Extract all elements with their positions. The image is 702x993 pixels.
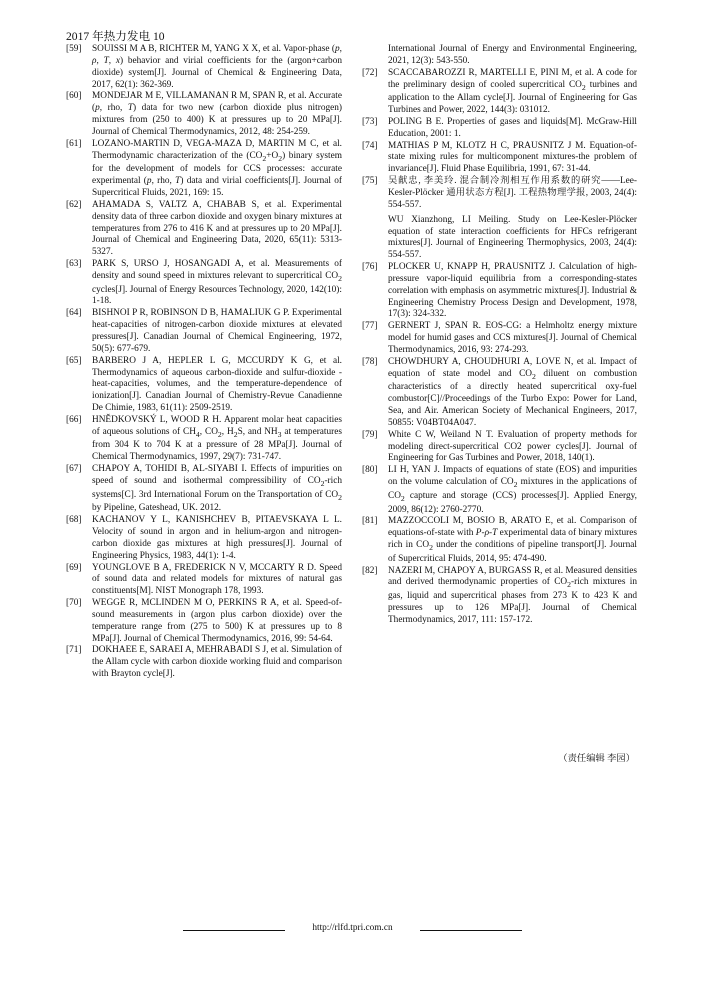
reference-text: SCACCABAROZZI R, MARTELLI E, PINI M, et al. A code for the preliminary design of cooled supercritical $CO_2$ turbines and application to the Allam cycle[J]. Journal of Engineering for Gas Turbines and Power, 2022, 144(3): 031012.: [388, 67, 637, 116]
reference-number: [79]: [362, 429, 378, 440]
reference-number: [80]: [362, 465, 378, 476]
reference-item: [362, 141, 637, 177]
reference-number: [68]: [66, 515, 82, 526]
reference-item: [66, 563, 342, 599]
page-footer: [0, 921, 702, 937]
reference-item: [66, 44, 342, 91]
reference-text: YOUNGLOVE B A, FREDERICK N V, MCCARTY R D. Speed of sound data and related models for mixtures of natural gas constituents[M]. NIST Monograph 178, 1993.: [92, 562, 342, 597]
reference-item: [66, 515, 342, 562]
reference-number: [72]: [362, 67, 378, 78]
reference-number: [63]: [66, 259, 82, 270]
reference-item: [362, 68, 637, 117]
reference-column-right: [362, 44, 637, 627]
reference-item: [66, 356, 342, 415]
reference-item: [362, 321, 637, 357]
footer-rule-right: [420, 930, 522, 931]
reference-text: MATHIAS P M, KLOTZ H C, PRAUSNITZ J M. Equation-of-state mixing rules for multicomponent mixtures-the problem of invariance[J]. Fluid Phase Equilibria, 1991, 67: 31-44.: [388, 140, 637, 175]
reference-item: [362, 262, 637, 321]
reference-number: [82]: [362, 565, 378, 576]
reference-item: [362, 516, 637, 565]
reference-text: MONDEJAR M E, VILLAMANAN R M, SPAN R, et al. Accurate (p, rho, T) data for two new (carbon dioxide plus nitrogen) mixtures from (250 to 400) K at pressures up to 20 MPa[J]. Journal of Chemical Thermodynamics, 2012, 48: 254-259.: [92, 91, 342, 137]
reference-text: CHOWDHURY A, CHOUDHURI A, LOVE N, et al. Impact of equation of state model and $CO_2$ diluent on combustion characteristics of a directly heated supercritical oxy-fuel combustor[C]//Proceedings of the Turbo Expo: Power for Land, Sea, and Air. American Society of Mechanical Engineers, 2017, 50855: V04BT04A047.: [388, 356, 637, 428]
reference-text: International Journal of Energy and Environmental Engineering, 2021, 12(3): 543-550.: [388, 44, 637, 66]
reference-text: DOKHAEE E, SARAEI A, MEHRABADI S J, et al. Simulation of the Allam cycle with carbon dioxide working fluid and comparison with Brayton cycle[J].: [92, 645, 342, 680]
reference-number: [69]: [66, 562, 82, 573]
reference-number: [81]: [362, 516, 378, 527]
reference-item: [66, 259, 342, 308]
reference-item: [66, 91, 342, 138]
reference-item: [362, 44, 637, 68]
running-header: 2017 年热力发电 10: [66, 30, 165, 43]
reference-number: [70]: [66, 598, 82, 609]
reference-item: [66, 139, 342, 200]
footer-rule-left: [183, 930, 285, 931]
reference-number: [66]: [66, 414, 82, 425]
reference-item: [362, 465, 637, 516]
reference-text: BARBERO J A, HEPLER L G, MCCURDY K G, et al. Thermodynamics of aqueous carbon-dioxide and sulfur-dioxide - heat-capacities, volumes, and the temperature-dependence of ionization[J]. Canadian Journal of Chemistry-Revue Canadienne De Chimie, 1983, 61(11): 2509-2519.: [92, 355, 342, 414]
reference-number: [64]: [66, 308, 82, 319]
reference-number: [74]: [362, 140, 378, 151]
reference-text: POLING B E. Properties of gases and liquids[M]. McGraw-Hill Education, 2001: 1.: [388, 116, 637, 139]
reference-number: [73]: [362, 116, 378, 127]
reference-text: PLOCKER U, KNAPP H, PRAUSNITZ J. Calculation of high-pressure vapor-liquid equilibria from a corresponding-states correlation with emphasis on asymmetric mixtures[J]. Industrial & Engineering Chemistry Process Design and Development, 1978, 17(3): 324-332.: [388, 262, 637, 320]
reference-item: [66, 200, 342, 259]
reference-number: [62]: [66, 199, 82, 210]
reference-item: [362, 117, 637, 141]
reference-text: AHAMADA S, VALTZ A, CHABAB S, et al. Experimental density data of three carbon dioxide and oxygen binary mixtures at temperatures from 276 to 416 K and at pressures up to 20 MPa[J]. Journal of Chemical and Engineering Data, 2020, 65(11): 5313-5327.: [92, 199, 342, 258]
reference-number: [59]: [66, 44, 82, 54]
reference-item: [66, 645, 342, 681]
reference-text: PARK S, URSO J, HOSANGADI A, et al. Measurements of density and sound speed in mixtures relevant to supercritical $CO_2$ cycles[J]. Journal of Energy Resources Technology, 2020, 142(10): 1-18.: [92, 259, 342, 307]
reference-text: LI H, YAN J. Impacts of equations of state (EOS) and impurities on the volume calculation of $CO_2$ mixtures in the applications of $CO_2$ capture and storage (CCS) processes[J]. Applied Energy, 2009, 86(12): 2760-2770.: [388, 465, 637, 515]
journal-url-link[interactable]: http://rlfd.tpri.com.cn: [312, 923, 393, 933]
reference-number: [78]: [362, 356, 378, 367]
reference-item: [66, 464, 342, 515]
reference-number: [65]: [66, 355, 82, 366]
reference-item: [66, 308, 342, 355]
reference-number: [61]: [66, 138, 82, 149]
reference-text: CHAPOY A, TOHIDI B, AL-SIYABI I. Effects of impurities on speed of sound and isothermal compressibility of $CO_2$-rich systems[C]. 3rd International Forum on the Transportation of $CO_2$ by Pipeline, Gateshead, UK. 2012.: [92, 464, 342, 514]
reference-item: [362, 176, 637, 262]
reference-column-left: [66, 44, 342, 681]
reference-number: [67]: [66, 464, 82, 475]
reference-number: [71]: [66, 645, 82, 656]
reference-text: LOZANO-MARTIN D, VEGA-MAZA D, MARTIN M C, et al. Thermodynamic characterization of the $(CO_2+O_2)$ binary system for the development of models for CCS processes: accurate experimental (p, rho, T) data and virial coefficients[J]. Journal of Supercritical Fluids, 2021, 169: 15.: [92, 138, 343, 198]
reference-item: [362, 430, 637, 466]
reference-text: MAZZOCCOLI M, BOSIO B, ARATO E, et al. Comparison of equations-of-state with P-ρ-T experimental data of binary mixtures rich in $CO_2$ under the conditions of pipeline transport[J]. Journal of Supercritical Fluids, 2014, 95: 474-490.: [388, 516, 638, 564]
reference-text: GERNERT J, SPAN R. EOS-CG: a Helmholtz energy mixture model for humid gases and CCS mixtures[J]. Journal of Chemical Thermodynamics, 2016, 93: 274-293.: [388, 321, 637, 355]
reference-text: 吴献忠, 李美玲. 混合制冷剂相互作用系数的研究——Lee-Kesler-Plöcker 通用状态方程[J]. 工程热物理学报, 2003, 24(4): 554-557. WU Xianzhong, LI Meiling. Study on Lee-Kesler-Plöcker equation of state interaction coefficients for HFCs refrigerant mixtures[J]. Journal of Engineering Thermophysics, 2003, 24(4): 554-557.: [388, 176, 637, 261]
reference-item: [362, 357, 637, 430]
reference-number: [60]: [66, 91, 82, 102]
reference-text: BISHNOI P R, ROBINSON D B, HAMALIUK G P. Experimental heat-capacities of nitrogen-carbon dioxide mixtures at elevated pressures[J]. Canadian Journal of Chemical Engineering, 1972, 50(5): 677-679.: [92, 308, 342, 354]
reference-text: WEGGE R, MCLINDEN M O, PERKINS R A, et al. Speed-of-sound measurements in (argon plus carbon dioxide) over the temperature range from (275 to 500) K at pressures up to 8 MPa[J]. Journal of Chemical Thermodynamics, 2016, 99: 54-64.: [92, 598, 342, 644]
reference-text: White C W, Weiland N T. Evaluation of property methods for modeling direct-supercritical CO2 power cycles[J]. Journal of Engineering for Gas Turbines and Power, 2018, 140(1).: [388, 429, 637, 464]
reference-text: NAZERI M, CHAPOY A, BURGASS R, et al. Measured densities and derived thermodynamic properties of $CO_2$-rich mixtures in gas, liquid and supercritical phases from 273 K to 423 K and pressures up to 126 MPa[J]. Journal of Chemical Thermodynamics, 2017, 111: 157-172.: [388, 565, 637, 625]
reference-item: [66, 598, 342, 645]
reference-number: [77]: [362, 321, 378, 332]
reference-number: [75]: [362, 176, 378, 187]
reference-item: [66, 415, 342, 464]
reference-number: [76]: [362, 262, 378, 273]
reference-text: SOUISSI M A B, RICHTER M, YANG X X, et al. Vapor-phase (p, ρ, T, x) behavior and virial coefficients for the (argon+carbon dioxide) system[J]. Journal of Chemical & Engineering Data, 2017, 62(1): 362-369.: [92, 44, 342, 90]
reference-text: HNĚDKOVSKÝ L, WOOD R H. Apparent molar heat capacities of aqueous solutions of $CH_4$, $CO_2$, $H_2S$, and $NH_3$ at temperatures from 304 K to 704 K at a pressure of 28 MPa[J]. Journal of Chemical Thermodynamics, 1997, 29(7): 731-747.: [92, 414, 342, 463]
reference-item: [362, 566, 637, 627]
responsible-editor: （责任编辑 李园）: [558, 754, 635, 764]
reference-text: KACHANOV Y L, KANISHCHEV B, PITAEVSKAYA L L. Velocity of sound in argon and in helium-argon and nitrogen-carbon dioxide gas mixtures at high pressures[J]. Journal of Engineering Physics, 1983, 44(1): 1-4.: [92, 515, 342, 561]
